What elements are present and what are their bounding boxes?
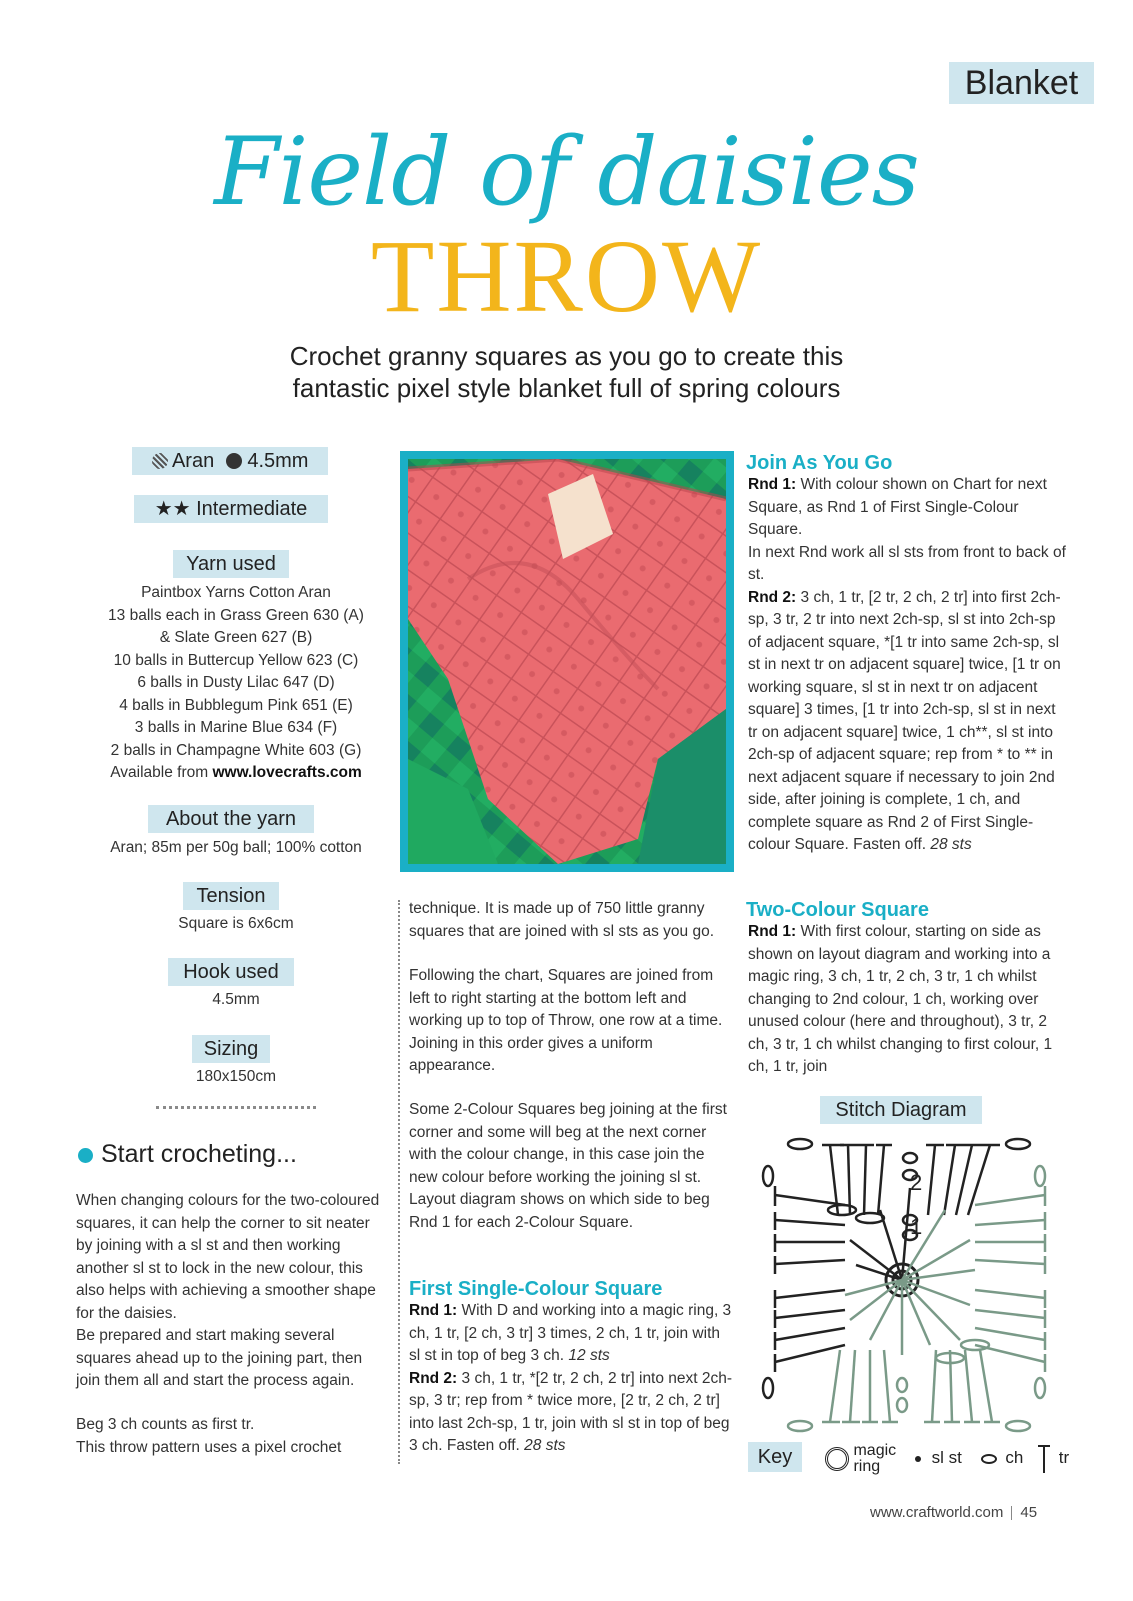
availability — [78, 762, 394, 785]
tension-text: Square is 6x6cm — [178, 915, 294, 932]
key-magic-word: magic — [853, 1441, 897, 1459]
start-para-1: When changing colours for the two-coloured squares, it can help the corner to sit neater by joining with a sl st and then working another sl st to lock in the new colour, this also helps with achieving a smoother shape for the daisies. — [76, 1192, 380, 1322]
yarn-ball-icon — [78, 1148, 93, 1163]
mid-para-3: Some 2-Colour Squares beg joining at the first corner and some will beg at the next corner with the colour change, in this case join the new colour before working the joining sl st. Layout diagram shows on which side to beg Rnd 1 for each 2-Colour Square. — [409, 1101, 727, 1231]
key-magic-ring — [853, 1443, 896, 1475]
subtitle-line-2: fantastic pixel style blanket full of spring colours — [292, 373, 841, 403]
rnd-label: Rnd 1: — [748, 923, 797, 940]
key-tr: tr — [1058, 1448, 1070, 1467]
title-line-2: THROW — [370, 219, 763, 334]
rnd-label: Rnd 1: — [748, 476, 797, 493]
weight-value: Aran — [171, 450, 215, 472]
first-square-heading: First Single-Colour Square — [409, 1278, 663, 1300]
yarn-used-label: Yarn used — [173, 550, 289, 578]
key-slst: sl st — [931, 1448, 962, 1467]
stitch-diagram-label: Stitch Diagram — [820, 1096, 982, 1124]
sizing-label: Sizing — [192, 1035, 270, 1063]
rnd-label: Rnd 2: — [748, 588, 797, 606]
stitch-diagram — [760, 1130, 1060, 1436]
start-heading-text: Start crocheting... — [101, 1140, 297, 1168]
stitch-key — [748, 1442, 1069, 1475]
yarn-line: 4 balls in Bubblegum Pink 651 (E) — [119, 696, 353, 714]
footer-url[interactable]: www.craftworld.com — [870, 1504, 1004, 1521]
start-para-4: This throw pattern uses a pixel crochet — [76, 1439, 342, 1456]
yarn-line: 3 balls in Marine Blue 634 (F) — [134, 719, 338, 736]
two-colour-heading: Two-Colour Square — [746, 899, 929, 921]
slip-stitch-icon — [915, 1456, 921, 1462]
footer-separator — [1011, 1506, 1012, 1520]
yarn-line: 2 balls in Champagne White 603 (G) — [110, 741, 362, 759]
page-number: 45 — [1020, 1504, 1038, 1521]
tension-label: Tension — [183, 882, 279, 910]
rnd-label: Rnd 1: — [409, 1302, 458, 1319]
stitch-count: 12 sts — [568, 1347, 610, 1364]
yarn-line: 10 balls in Buttercup Yellow 623 (C) — [113, 651, 359, 669]
light-stitches — [788, 1166, 1045, 1431]
treble-icon — [1038, 1445, 1050, 1473]
subtitle-line-1: Crochet granny squares as you go to create this — [289, 341, 844, 371]
chain-icon — [981, 1454, 997, 1464]
first-square-instructions — [409, 1300, 734, 1458]
subtitle — [150, 340, 983, 404]
round-2-marker: 2 — [910, 1170, 923, 1195]
round-1-marker: 1 — [910, 1214, 923, 1239]
start-crocheting-heading — [78, 1138, 297, 1170]
sizing-text: 180x150cm — [195, 1068, 277, 1085]
rnd-text: With colour shown on Chart for next Square, as Rnd 1 of First Single-Colour Square. — [748, 476, 1047, 538]
rnd-text: With D and working into a magic ring, 3 ch, 1 tr, [2 ch, 3 tr] 3 times, 2 ch, 1 tr, join with sl st in top of beg 3 ch. — [409, 1302, 732, 1364]
yarn-line: 6 balls in Dusty Lilac 647 (D) — [137, 674, 335, 691]
section-tag: Blanket — [949, 62, 1094, 104]
level-badge: ★★ Intermediate — [134, 495, 328, 523]
yarn-line: 13 balls each in Grass Green 630 (A) — [108, 606, 364, 624]
spec-weight-hook — [132, 447, 328, 475]
rnd-text: 3 ch, 1 tr, [2 tr, 2 ch, 2 tr] into first 2ch-sp, 3 tr, 2 tr into next 2ch-sp, sl st into 2ch-sp of adjacent square, *[1 tr into same 2ch-sp, sl st in next tr on adjacent square] twice, [1 tr on working square, sl st in next tr on adjacent square] 3 times, [1 tr into 2ch-sp, sl st in next tr on adjacent square] twice, 1 ch**, sl st into 2ch-sp of adjacent square; rep from * to ** in next adjacent square if necessary to join 2nd side, after joining is complete, 1 ch, and complete square as Rnd 2 of First Single-colour Square. Fasten off. — [748, 588, 1061, 853]
yarn-line: Paintbox Yarns Cotton Aran — [141, 584, 331, 601]
lovecrafts-link[interactable]: www.lovecrafts.com — [212, 764, 362, 781]
dotted-divider — [156, 1106, 316, 1109]
join-rnd-1 — [748, 474, 1068, 542]
about-yarn-text: Aran; 85m per 50g ball; 100% cotton — [110, 839, 362, 856]
title-line-1: Field of daisies — [214, 118, 919, 227]
join-rnd-2 — [748, 587, 1068, 857]
rnd-label: Rnd 2: — [409, 1369, 458, 1387]
join-heading: Join As You Go — [746, 452, 893, 474]
first-rnd-1 — [409, 1300, 734, 1368]
rnd-text: With first colour, starting on side as shown on layout diagram and working into a magic ring, 3 ch, 1 tr, 2 ch, 3 tr, 1 ch whilst changing to 2nd colour, 1 ch, working over unused colour (here and throughout), 3 tr, 2 ch, 3 tr, 1 ch whilst changing to first colour, 1 ch, 1 tr, join — [748, 923, 1053, 1075]
two-colour-instructions — [748, 921, 1068, 1079]
mid-para-1: technique. It is made up of 750 little granny squares that are joined with sl sts as you go. — [409, 900, 714, 940]
start-para-2: Be prepared and start making several squares ahead up to the joining part, then join them all and start the process again. — [76, 1327, 363, 1389]
hook-icon — [226, 453, 242, 469]
yarn-line: & Slate Green 627 (B) — [159, 629, 313, 646]
dark-stitches — [763, 1139, 1030, 1398]
stitch-count: 28 sts — [524, 1437, 566, 1454]
available-prefix: Available from — [110, 764, 213, 781]
footer — [870, 1504, 1037, 1521]
join-instructions — [748, 474, 1068, 857]
key-ch: ch — [1005, 1448, 1024, 1467]
start-para-3: Beg 3 ch counts as first tr. — [76, 1416, 255, 1433]
key-label: Key — [748, 1442, 802, 1472]
hook-used-text: 4.5mm — [212, 991, 260, 1008]
hook-value: 4.5mm — [247, 450, 309, 472]
magic-ring-icon — [825, 1447, 849, 1471]
first-rnd-2 — [409, 1368, 734, 1458]
yarn-list — [78, 582, 394, 785]
join-note: In next Rnd work all sl sts from front to back of st. — [748, 543, 1066, 583]
blanket-photo — [400, 451, 734, 872]
mid-para-2: Following the chart, Squares are joined from left to right starting at the bottom left and working up to top of Throw, one row at a time. Joining in this order gives a uniform appearance. — [409, 967, 723, 1074]
about-yarn-label: About the yarn — [148, 805, 314, 833]
blanket-illustration — [408, 459, 726, 864]
key-ring-word: ring — [853, 1457, 881, 1475]
hook-used-label: Hook used — [168, 958, 294, 986]
two-rnd-1 — [748, 921, 1068, 1079]
yarn-ball-icon — [152, 453, 168, 469]
stitch-count: 28 sts — [930, 836, 972, 853]
column-divider — [398, 900, 400, 1464]
rnd-text: 3 ch, 1 tr, *[2 tr, 2 ch, 2 tr] into next 2ch-sp, 3 tr; rep from * twice more, [2 tr, 2 ch, 2 tr] into last 2ch-sp, 1 tr, join with sl st in top of beg 3 ch. Fasten off. — [409, 1369, 733, 1454]
